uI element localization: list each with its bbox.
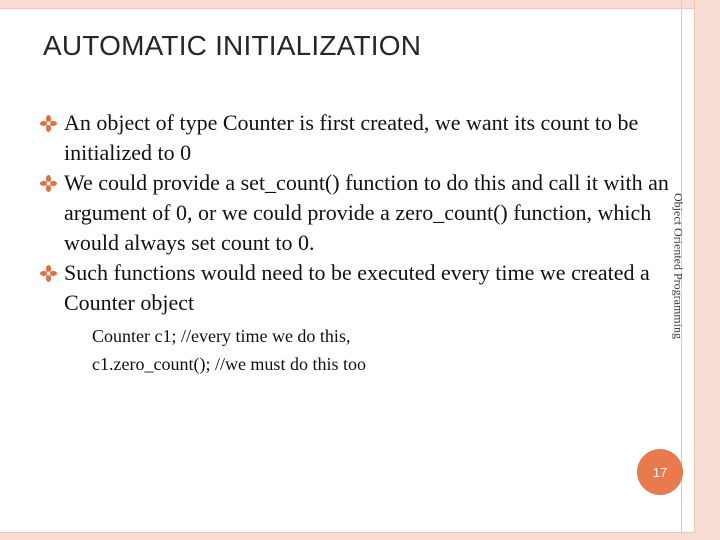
bottom-frame-band [0,533,720,540]
code-line: c1.zero_count(); //we must do this too [92,354,366,374]
bullet-item [40,168,680,258]
sidebar-course-label: Object Oriented Programming [671,193,686,339]
bullet-text: We could provide a set_count() function to do this and call it with an argument of 0, or we could provide a zero_count() function, which would always set count to 0. [64,170,669,255]
bullet-text: An object of type Counter is first created, we want its count to be initialized to 0 [64,110,639,165]
code-example [92,322,366,378]
right-frame-rule-outer [694,0,695,540]
bullet-list [40,108,680,318]
flower-bullet-icon [40,175,57,192]
top-frame-rule [0,8,694,9]
right-frame-band [694,0,720,540]
bullet-item [40,258,680,318]
flower-bullet-icon [40,265,57,282]
bullet-text: Such functions would need to be executed every time we created a Counter object [64,260,650,315]
page-number-badge: 17 [637,449,683,495]
bullet-item [40,108,680,168]
code-line: Counter c1; //every time we do this, [92,326,351,346]
slide-title: AUTOMATIC INITIALIZATION [43,30,422,61]
flower-bullet-icon [40,115,57,132]
top-frame-band [0,0,720,8]
